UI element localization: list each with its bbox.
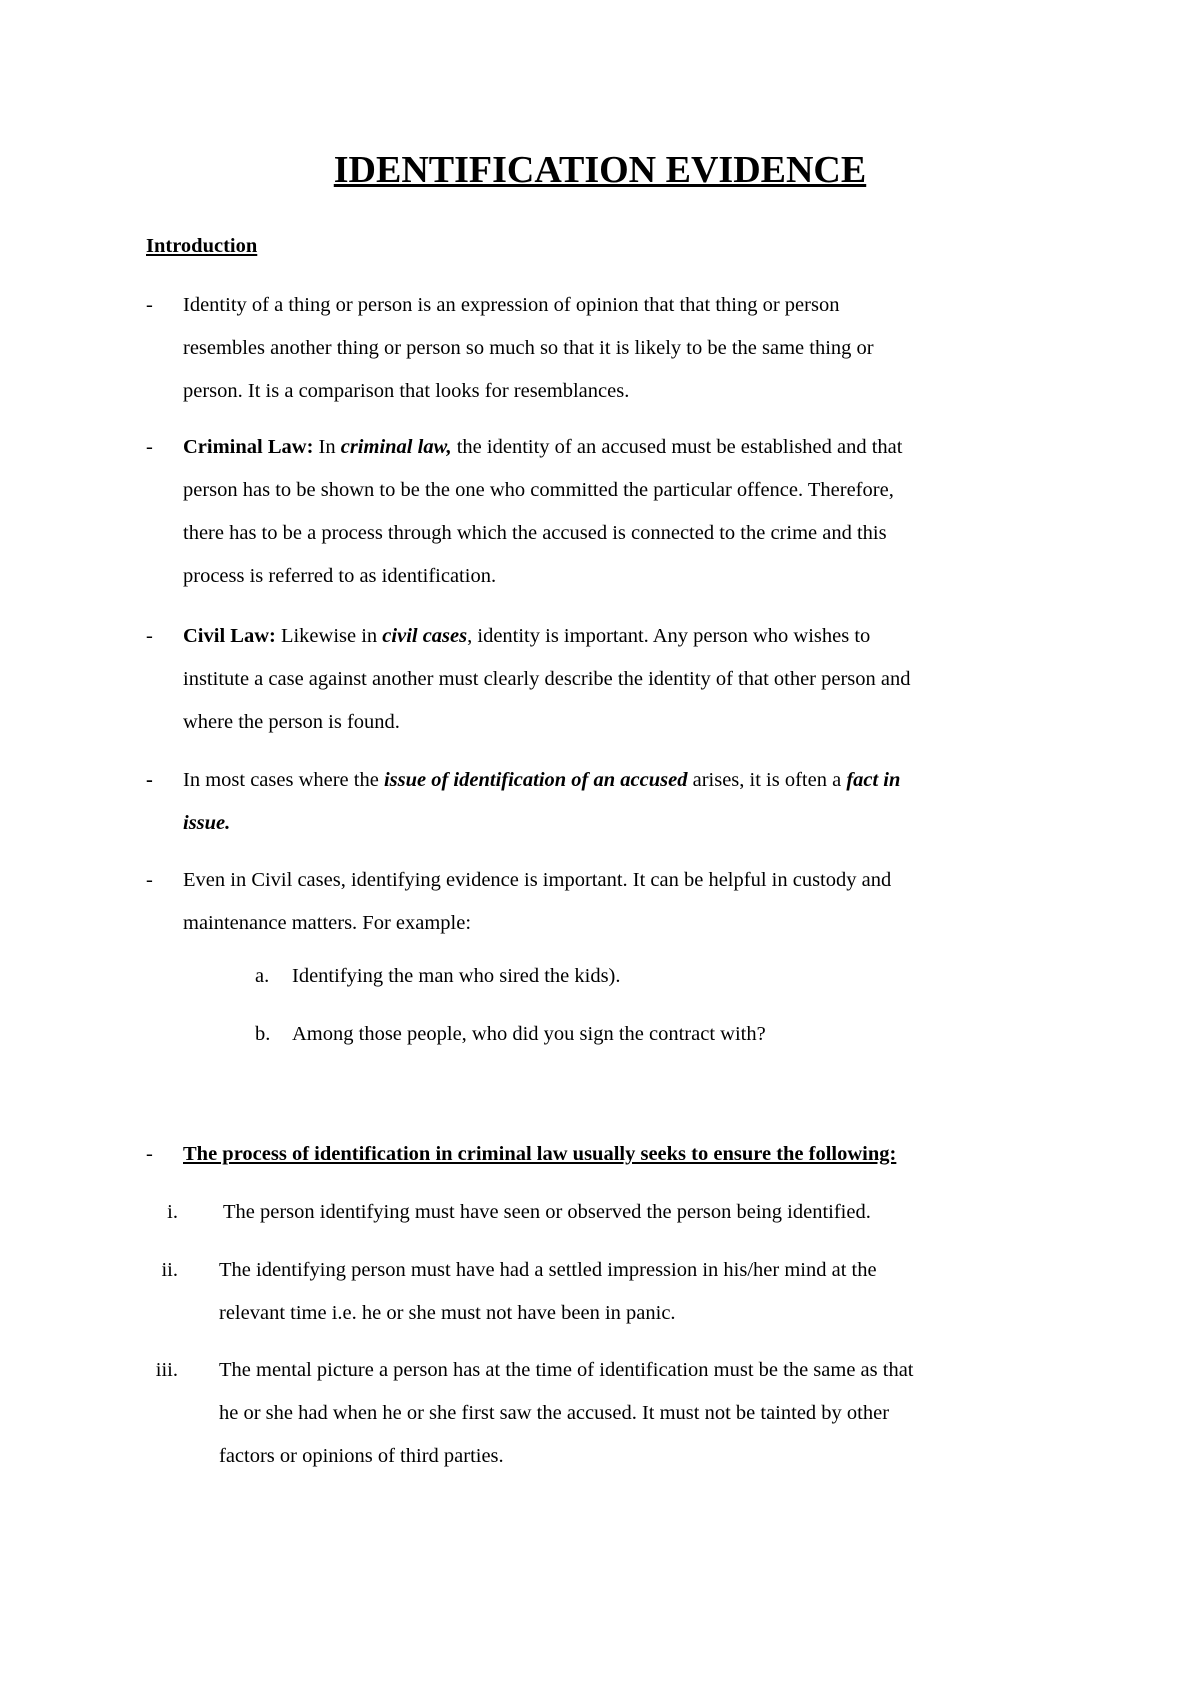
paragraph-line: Even in Civil cases, identifying evidence is important. It can be helpful in custody and [183, 869, 892, 891]
paragraph-line: person has to be shown to be the one who committed the particular offence. Therefore, [183, 479, 894, 501]
requirement-line: The mental picture a person has at the time of identification must be the same as that [219, 1359, 914, 1381]
bullet-paragraph-fact-in-issue [183, 759, 1063, 845]
paragraph-line: Criminal Law: In criminal law, the identity of an accused must be established and that [183, 436, 903, 458]
paragraph-line: there has to be a process through which the accused is connected to the crime and this [183, 522, 887, 544]
paragraph-line [183, 802, 1063, 845]
requirement-marker: ii. [161, 1259, 178, 1281]
example-marker: b. [255, 1023, 271, 1045]
paragraph-line: process is referred to as identification. [183, 565, 497, 587]
issue-of-identification-emphasis: issue of identification of an accused [383, 769, 688, 791]
bullet-dash: - [146, 869, 153, 891]
requirement-marker: i. [167, 1201, 178, 1223]
bullet-paragraph-civil-cases [183, 859, 1063, 945]
bullet-dash: - [146, 436, 153, 458]
requirement-line: factors or opinions of third parties. [219, 1445, 504, 1467]
requirement-marker: iii. [155, 1359, 178, 1381]
requirement-line: The identifying person must have had a settled impression in his/her mind at the [219, 1259, 877, 1281]
requirement-text [223, 1191, 1083, 1234]
paragraph-line: Civil Law: Likewise in civil cases, identity is important. Any person who wishes to [183, 625, 871, 647]
requirement-line: The person identifying must have seen or observed the person being identified. [223, 1201, 871, 1223]
requirement-text [219, 1349, 1079, 1478]
bullet-dash: - [146, 769, 153, 791]
bullet-paragraph-identity [183, 284, 1063, 413]
paragraph-line: institute a case against another must clearly describe the identity of that other person and [183, 668, 911, 690]
fact-in-issue-emphasis: fact in [846, 769, 901, 791]
document-title: IDENTIFICATION EVIDENCE [333, 149, 867, 191]
paragraph-line: resembles another thing or person so much so that it is likely to be the same thing or [183, 337, 874, 359]
process-heading-text: The process of identification in criminal law usually seeks to ensure the following: [183, 1143, 897, 1165]
criminal-law-label: Criminal Law: [183, 436, 314, 458]
civil-law-label: Civil Law: [183, 625, 276, 647]
process-heading [183, 1133, 1063, 1176]
paragraph-line: In most cases where the issue of identification of an accused arises, it is often a fact in [183, 769, 901, 791]
example-marker: a. [255, 965, 270, 987]
bullet-paragraph-civil-law [183, 615, 1063, 744]
fact-in-issue-emphasis-continued: issue. [183, 812, 231, 834]
example-text: Identifying the man who sired the kids). [292, 965, 621, 987]
requirement-line: he or she had when he or she first saw the accused. It must not be tainted by other [219, 1402, 890, 1424]
civil-law-emphasis: civil cases [382, 625, 468, 647]
example-text: Among those people, who did you sign the contract with? [292, 1023, 766, 1045]
bullet-dash: - [146, 1143, 153, 1165]
requirement-line: relevant time i.e. he or she must not have been in panic. [219, 1302, 676, 1324]
paragraph-line: Identity of a thing or person is an expression of opinion that that thing or person [183, 294, 840, 316]
section-heading-introduction: Introduction [146, 235, 258, 257]
paragraph-line: person. It is a comparison that looks for resemblances. [183, 380, 630, 402]
criminal-law-emphasis: criminal law, [340, 436, 452, 458]
requirement-text [219, 1249, 1079, 1335]
bullet-dash: - [146, 294, 153, 316]
paragraph-line: where the person is found. [183, 711, 400, 733]
bullet-paragraph-criminal-law [183, 426, 1063, 598]
paragraph-line: maintenance matters. For example: [183, 912, 472, 934]
bullet-dash: - [146, 625, 153, 647]
